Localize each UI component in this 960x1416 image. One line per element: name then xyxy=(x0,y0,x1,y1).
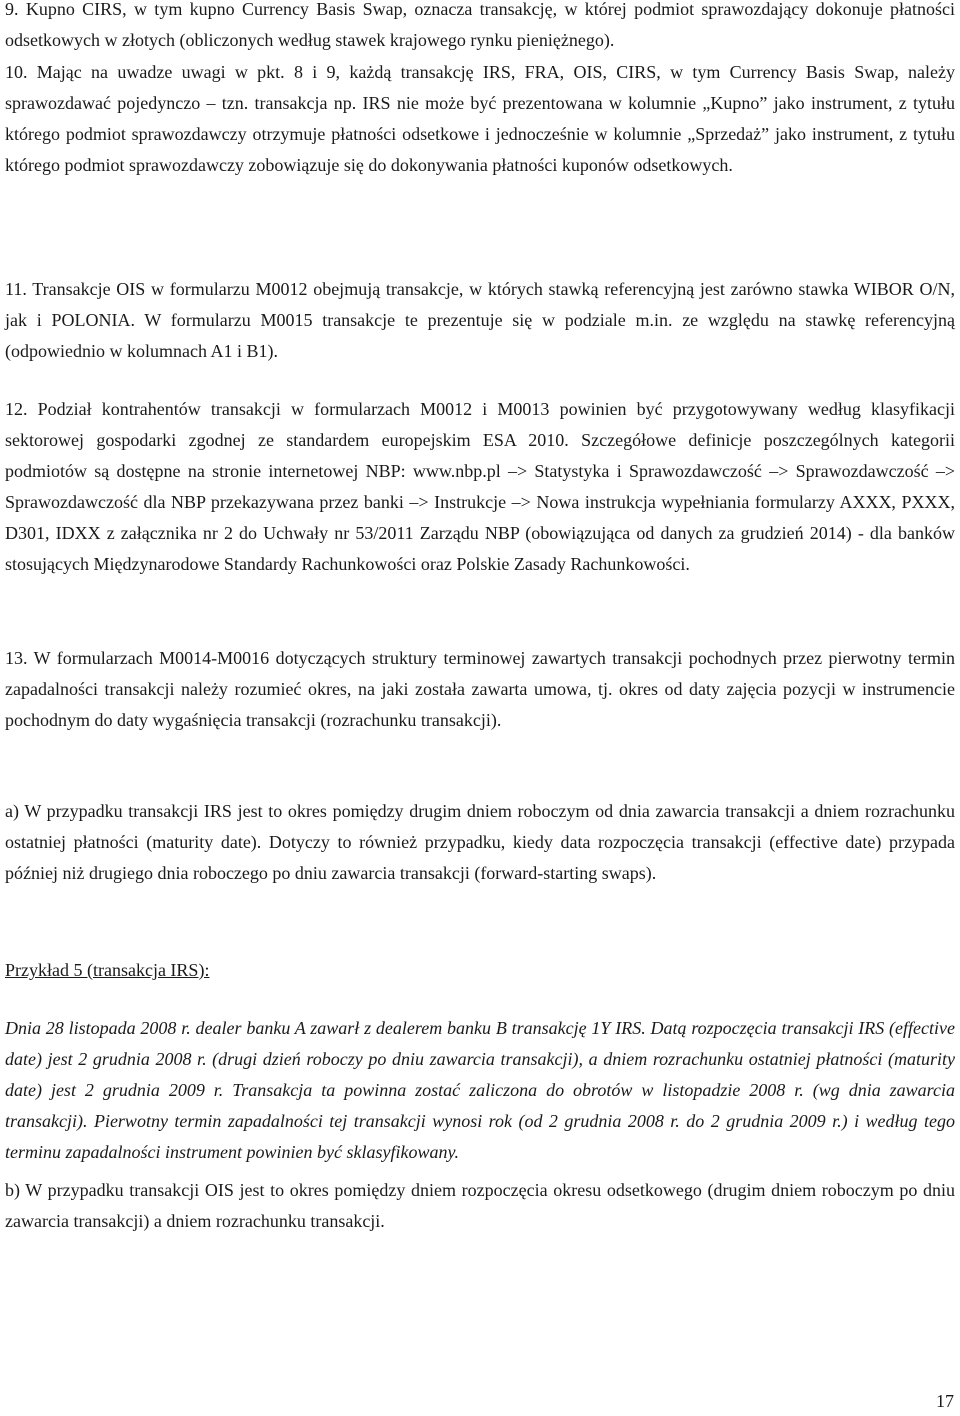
paragraph-12: 12. Podział kontrahentów transakcji w formularzach M0012 i M0013 powinien być przygotowywany według klasyfikacji sektorowej gospodarki zgodnej ze standardem europejskim ESA 2010. Szczegółowe definicje poszczególnych kategorii podmiotów są dostępne na stronie internetowej NBP: www.nbp.pl –> Statystyka i Sprawozdawczość –> Sprawozdawczość –> Sprawozdawczość dla NBP przekazywana przez banki –> Instrukcje –> Nowa instrukcja wypełniania formularzy AXXX, PXXX, D301, IDXX z załącznika nr 2 do Uchwały nr 53/2011 Zarządu NBP (obowiązująca od danych za grudzień 2014) - dla banków stosujących Międzynarodowe Standardy Rachunkowości oraz Polskie Zasady Rachunkowości. xyxy=(5,399,955,574)
example-text: Dnia 28 listopada 2008 r. dealer banku A zawarł z dealerem banku B transakcję 1Y IRS. Datą rozpoczęcia transakcji IRS (effective date) jest 2 grudnia 2008 r. (drugi dzień roboczy po dniu zawarcia transakcji), a dniem rozrachunku ostatniej płatności (maturity date) jest 2 grudnia 2009 r. Transakcja ta powinna zostać zaliczona do obrotów w listopadzie 2008 r. (wg dnia zawarcia transakcji). Pierwotny termin zapadalności tej transakcji wynosi rok (od 2 grudnia 2008 r. do 2 grudnia 2009 r.) i według tego terminu zapadalności instrument powinien być sklasyfikowany. xyxy=(5,1018,955,1162)
paragraph-a: a) W przypadku transakcji IRS jest to okres pomiędzy drugim dniem roboczym od dnia zawarcia transakcji a dniem rozrachunku ostatniej płatności (maturity date). Dotyczy to również przypadku, kiedy data rozpoczęcia transakcji (effective date) przypada później niż drugiego dnia roboczego po dniu zawarcia transakcji (forward-starting swaps). xyxy=(5,801,955,883)
paragraph-10: 10. Mając na uwadze uwagi w pkt. 8 i 9, każdą transakcję IRS, FRA, OIS, CIRS, w tym Currency Basis Swap, należy sprawozdawać pojedynczo – tzn. transakcja np. IRS nie może być prezentowana w kolumnie „Kupno” jako instrument, z tytułu którego podmiot sprawozdawczy otrzymuje płatności odsetkowe i jednocześnie w kolumnie „Sprzedaż” jako instrument, z tytułu którego podmiot sprawozdawczy zobowiązuje się do dokonywania płatności kuponów odsetkowych. xyxy=(5,62,955,175)
page-number: 17 xyxy=(936,1391,954,1411)
paragraph-11: 11. Transakcje OIS w formularzu M0012 obejmują transakcje, w których stawką referencyjną jest zarówno stawka WIBOR O/N, jak i POLONIA. W formularzu M0015 transakcje te prezentuje się w podziale m.in. ze względu na stawkę referencyjną (odpowiednio w kolumnach A1 i B1). xyxy=(5,279,955,361)
paragraph-9: 9. Kupno CIRS, w tym kupno Currency Basis Swap, oznacza transakcję, w której podmiot sprawozdający dokonuje płatności odsetkowych w złotych (obliczonych według stawek krajowego rynku pieniężnego). xyxy=(5,0,955,50)
paragraph-13: 13. W formularzach M0014-M0016 dotyczących struktury terminowej zawartych transakcji pochodnych przez pierwotny termin zapadalności transakcji należy rozumieć okres, na jaki została zawarta umowa, tj. okres od daty zajęcia pozycji w instrumencie pochodnym do daty wygaśnięcia transakcji (rozrachunku transakcji). xyxy=(5,648,955,730)
example-heading: Przykład 5 (transakcja IRS): xyxy=(5,960,210,980)
paragraph-b: b) W przypadku transakcji OIS jest to okres pomiędzy dniem rozpoczęcia okresu odsetkowego (drugim dniem roboczym po dniu zawarcia transakcji) a dniem rozrachunku transakcji. xyxy=(5,1180,955,1231)
